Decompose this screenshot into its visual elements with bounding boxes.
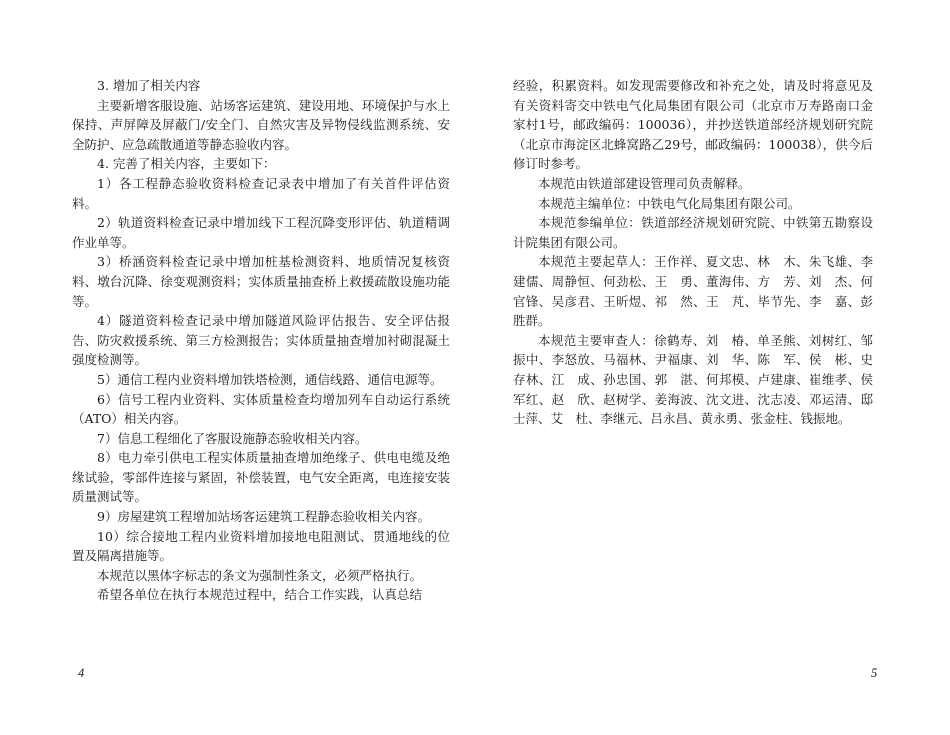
paragraph: 8）电力牵引供电工程实体质量抽查增加绝缘子、供电电缆及绝缘试验，零部件连接与紧固，补偿装置，电气安全距离，电连接安装质量测试等。 bbox=[72, 450, 450, 505]
paragraph: 主要新增客服设施、站场客运建筑、建设用地、环境保护与水上保持、声屏障及屏蔽门/安全门、自然灾害及异物侵线监测系统、安全防护、应急疏散通道等静态验收内容。 bbox=[72, 97, 450, 152]
page-number: 5 bbox=[871, 666, 878, 680]
left-page-text bbox=[72, 76, 450, 605]
paragraph: 本规范主编单位：中铁电气化局集团有限公司。 bbox=[538, 195, 801, 211]
paragraph: 2）轨道资料检查记录中增加线下工程沉降变形评估、轨道精调作业单等。 bbox=[72, 215, 450, 250]
paragraph: 本规范主要审查人：徐鹤寿、刘 椿、单圣熊、刘树红、邹振中、李怒放、马福林、尹福康、刘 华、陈 军、侯 彬、史存林、江 成、孙忠国、郭 湛、何邦模、卢建康、崔维孝、侯军红、赵 欣、赵树学、姜海波、沈文进、沈志凌、邓运清、邸士萍、艾 杜、李继元、吕永昌、黄永勇、张金柱、钱振地。 bbox=[513, 332, 873, 427]
paragraph: 10）综合接地工程内业资料增加接地电阻测试、贯通地线的位置及隔离措施等。 bbox=[72, 528, 450, 564]
page-number: 4 bbox=[78, 666, 85, 680]
right-page-text bbox=[513, 76, 873, 429]
paragraph: 希望各单位在执行本规范过程中，结合工作实践，认真总结 bbox=[97, 587, 423, 603]
right-page bbox=[475, 0, 950, 735]
paragraph: 本规范参编单位：铁道部经济规划研究院、中铁第五勘察设计院集团有限公司。 bbox=[513, 215, 873, 250]
paragraph: 4）隧道资料检查记录中增加隧道风险评估报告、安全评估报告、防灾救援系统、第三方检测报告；实体质量抽查增加衬砌混凝土强度检测等。 bbox=[72, 313, 450, 368]
paragraph: 3）桥涵资料检查记录中增加桩基检测资料、地质情况复核资料、墩台沉降、徐变观测资料；实体质量抽查桥上救援疏散设施功能等。 bbox=[72, 254, 450, 309]
paragraph: 1）各工程静态验收资料检查记录表中增加了有关首件评估资料。 bbox=[72, 175, 450, 211]
paragraph: 7）信息工程细化了客服设施静态验收相关内容。 bbox=[97, 430, 368, 446]
paragraph: 9）房屋建筑工程增加站场客运建筑工程静态验收相关内容。 bbox=[97, 509, 430, 525]
paragraph: 经验，积累资料。如发现需要修改和补充之处，请及时将意见及有关资料寄交中铁电气化局集团有限公司（北京市万寿路南口金家村1号，邮政编码：100036），并抄送铁道部经济规划研究院（北京市海淀区北蜂窝路乙29号，邮政编码：100038），供今后修订时参考。 bbox=[513, 78, 873, 172]
paragraph: 4. 完善了相关内容，主要如下： bbox=[97, 156, 276, 172]
paragraph: 5）通信工程内业资料增加铁塔检测，通信线路、通信电源等。 bbox=[97, 371, 443, 387]
paragraph: 本规范由铁道部建设管理司负责解释。 bbox=[538, 175, 751, 191]
paragraph: 本规范以黑体字标志的条文为强制性条文，必须严格执行。 bbox=[97, 567, 423, 583]
paragraph: 6）信号工程内业资料、实体质量检查均增加列车自动运行系统（ATO）相关内容。 bbox=[72, 391, 450, 427]
paragraph: 3. 增加了相关内容 bbox=[97, 78, 201, 93]
paragraph: 本规范主要起草人：王作祥、夏文忠、林 木、朱飞雄、李建儒、周静恒、何劲松、王 勇、董海伟、方 芳、刘 杰、何官锋、吴彦君、王昕煜、祁 然、王 芃、毕节先、李 嘉、彭胜群。 bbox=[513, 254, 873, 329]
